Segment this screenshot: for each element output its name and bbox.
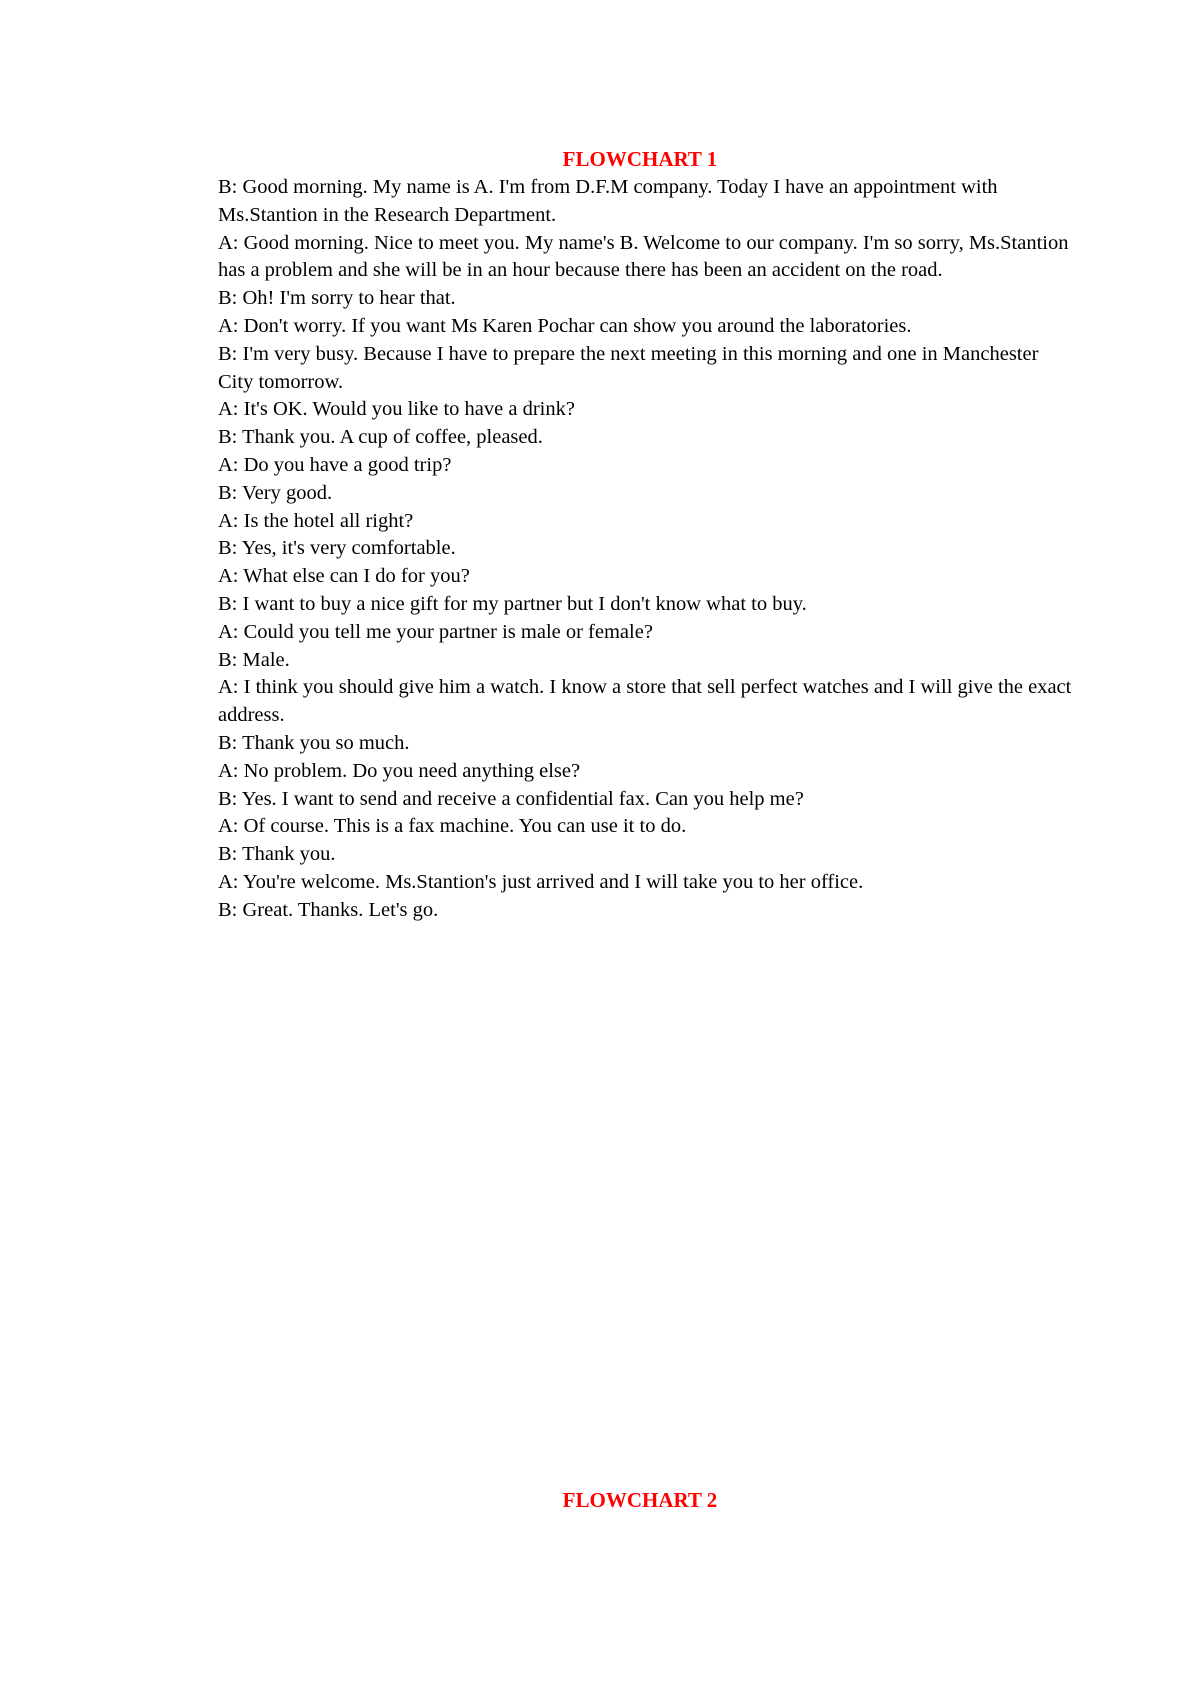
dialogue-line: A: Do you have a good trip? xyxy=(218,453,452,476)
dialogue-line: B: Great. Thanks. Let's go. xyxy=(218,898,439,921)
dialogue-list xyxy=(218,174,1073,925)
dialogue-line: A: I think you should give him a watch. I know a store that sell perfect watches and I will give the exact address. xyxy=(218,676,1072,727)
dialogue-line: A: Is the hotel all right? xyxy=(218,509,414,532)
dialogue-line: B: Good morning. My name is A. I'm from D.F.M company. Today I have an appointment with Ms.Stantion in the Research Department. xyxy=(218,176,998,226)
dialogue-line: B: Thank you. xyxy=(218,843,336,866)
dialogue-line: A: What else can I do for you? xyxy=(218,565,470,588)
dialogue-line: B: Oh! I'm sorry to hear that. xyxy=(218,287,456,310)
dialogue-line: A: You're welcome. Ms.Stantion's just arrived and I will take you to her office. xyxy=(218,870,864,893)
dialogue-line: A: Good morning. Nice to meet you. My name's B. Welcome to our company. I'm so sorry, Ms.Stantion has a problem and she will be in an hour because there has been an accident on the road. xyxy=(218,231,1069,282)
dialogue-line: B: Thank you. A cup of coffee, pleased. xyxy=(218,426,543,449)
dialogue-line: B: Male. xyxy=(218,648,290,671)
dialogue-line: B: Very good. xyxy=(218,481,333,504)
dialogue-line: A: Could you tell me your partner is male or female? xyxy=(218,620,653,643)
dialogue-line: B: Yes, it's very comfortable. xyxy=(218,537,456,560)
dialogue-line: A: Of course. This is a fax machine. You can use it to do. xyxy=(218,815,687,838)
dialogue-line: B: I want to buy a nice gift for my partner but I don't know what to buy. xyxy=(218,592,807,615)
dialogue-line: A: It's OK. Would you like to have a drink? xyxy=(218,398,575,421)
dialogue-line: B: Yes. I want to send and receive a confidential fax. Can you help me? xyxy=(218,787,804,810)
flowchart-1-heading: FLOWCHART 1 xyxy=(562,147,718,171)
dialogue-line: B: I'm very busy. Because I have to prepare the next meeting in this morning and one in Manchester City tomorrow. xyxy=(218,342,1039,393)
flowchart-2-heading: FLOWCHART 2 xyxy=(562,1488,718,1512)
dialogue-line: A: Don't worry. If you want Ms Karen Pochar can show you around the laboratories. xyxy=(218,314,912,337)
dialogue-line: B: Thank you so much. xyxy=(218,731,410,754)
dialogue-line: A: No problem. Do you need anything else? xyxy=(218,759,581,782)
